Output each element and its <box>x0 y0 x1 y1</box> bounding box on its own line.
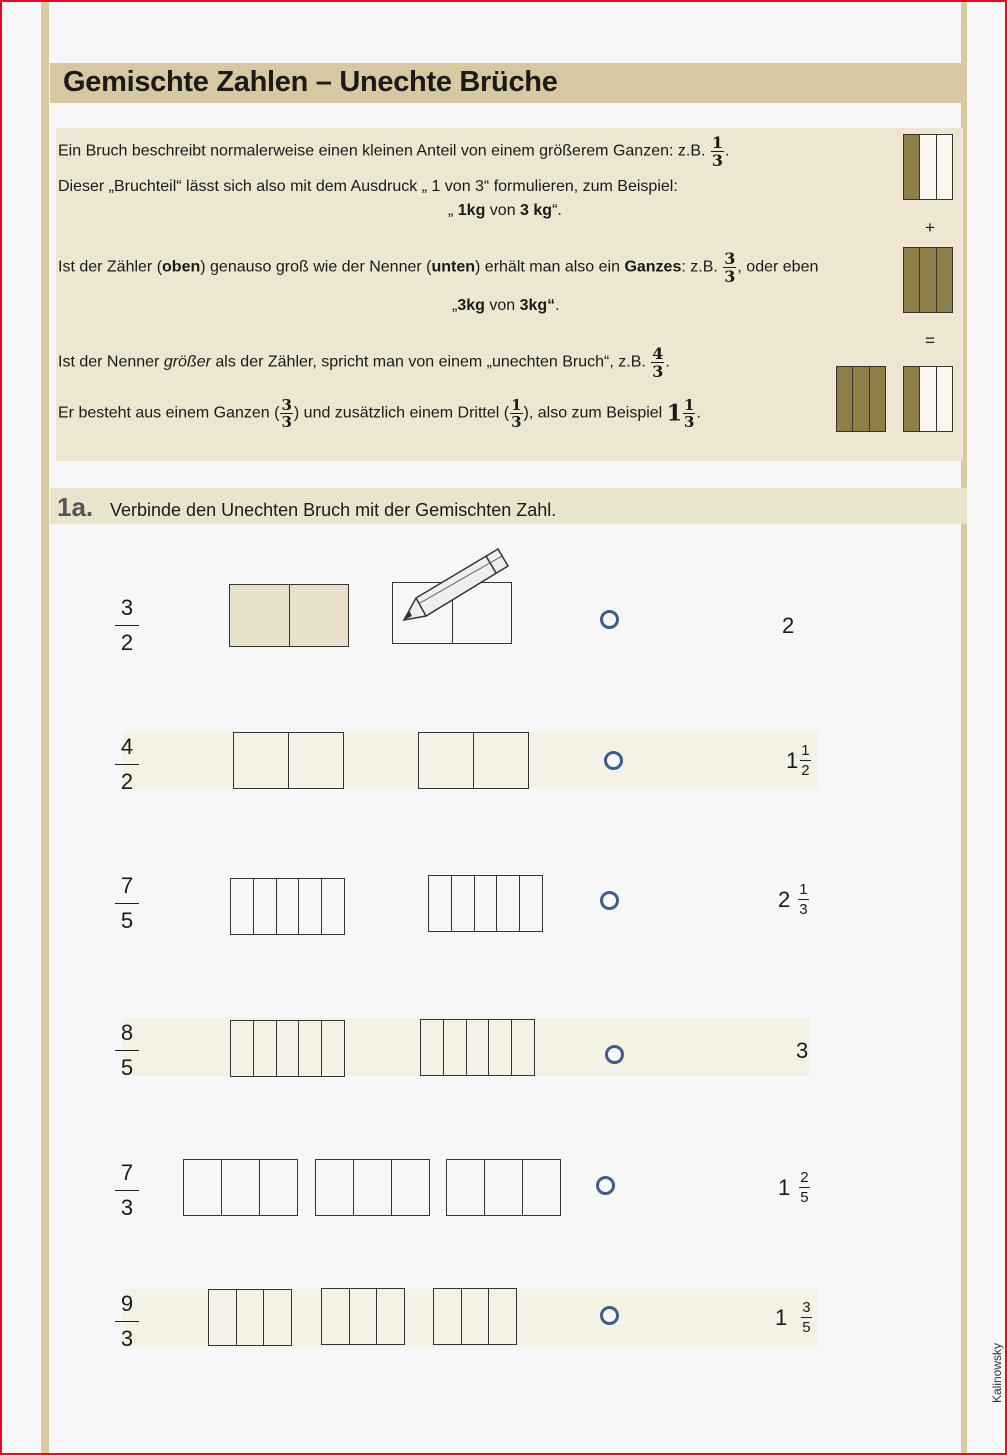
fraction-shape[interactable] <box>229 584 349 647</box>
mixed-number: 1 1 2 <box>786 742 810 779</box>
intro-line-6: Ist der Nenner größer als der Zähler, spricht man von einem „unechten Bruch“, z.B. $\frac{4}{3}$ . <box>58 344 670 381</box>
intro-line-3: „ 1kg von 3 kg“. <box>448 202 562 219</box>
mixed-number: 2 <box>782 613 795 638</box>
fraction-left: 4 2 <box>115 734 139 795</box>
thirds-bar-one-third <box>903 134 953 200</box>
fraction-shape[interactable] <box>420 1019 535 1076</box>
fraction-shape[interactable] <box>230 1020 345 1077</box>
page-title: Gemischte Zahlen – Unechte Brüche <box>63 66 558 98</box>
intro-line-4: Ist der Zähler (oben) genauso groß wie der Nenner (unten) erhält man also ein Ganzes: z.B. $\frac{3}{3}$ , oder eben <box>58 249 819 286</box>
thirds-bar-whole <box>903 247 953 313</box>
task-instruction: Verbinde den Unechten Bruch mit der Gemischten Zahl. <box>110 500 557 520</box>
mixed-number: 2 1 3 <box>778 881 808 918</box>
fraction-shape[interactable] <box>183 1159 298 1216</box>
fraction-shape[interactable] <box>418 732 529 789</box>
fraction-1-3: $\frac{1}{3}$ <box>711 133 724 170</box>
connect-dot[interactable] <box>605 1045 624 1064</box>
fraction-shape[interactable] <box>233 732 344 789</box>
left-border-bar <box>41 0 49 1455</box>
connect-dot[interactable] <box>600 1306 619 1325</box>
pencil-icon <box>398 546 512 626</box>
mixed-number: 1 3 5 <box>775 1299 811 1336</box>
plus-sign: + <box>925 218 935 237</box>
fraction-shape[interactable] <box>428 875 543 932</box>
fraction-shape[interactable] <box>208 1289 292 1346</box>
mixed-number: 3 <box>796 1038 809 1063</box>
fraction-shape[interactable] <box>446 1159 561 1216</box>
connect-dot[interactable] <box>604 751 623 770</box>
connect-dot[interactable] <box>596 1176 615 1195</box>
intro-line-2: Dieser „Bruchteil“ lässt sich also mit dem Ausdruck „ 1 von 3“ formulieren, zum Beispiel: <box>58 178 678 195</box>
connect-dot[interactable] <box>600 891 619 910</box>
fraction-left: 9 3 <box>115 1291 139 1352</box>
task-number: 1a. <box>57 492 94 522</box>
fraction-shape[interactable] <box>315 1159 430 1216</box>
intro-line-5: „3kg von 3kg“. <box>452 297 560 314</box>
author-credit: Kalinowsky <box>990 1342 1004 1403</box>
fraction-left: 3 2 <box>115 595 139 656</box>
fraction-left: 7 3 <box>115 1160 139 1221</box>
thirds-bar-result-whole <box>836 366 886 432</box>
intro-line-1: Ein Bruch beschreibt normalerweise einen kleinen Anteil von einem größerem Ganzen: z.B. $\frac{1}{3}$ . <box>58 133 730 170</box>
mixed-number: 1 2 5 <box>778 1169 809 1206</box>
fraction-left: 7 5 <box>115 873 139 934</box>
connect-dot[interactable] <box>600 610 619 629</box>
equals-sign: = <box>925 331 935 350</box>
thirds-bar-result-third <box>903 366 953 432</box>
intro-line-7: Er besteht aus einem Ganzen ( $\frac{3}{3}$ ) und zusätzlich einem Drittel ( $\frac{1}{3}$ ), also zum Beispiel 1 $\frac{1}{3}$ . <box>58 396 701 431</box>
fraction-left: 8 5 <box>115 1020 139 1081</box>
fraction-shape[interactable] <box>433 1288 517 1345</box>
fraction-shape[interactable] <box>321 1288 405 1345</box>
fraction-4-3: $\frac{4}{3}$ <box>652 344 664 381</box>
fraction-3-3: $\frac{3}{3}$ <box>724 249 736 286</box>
fraction-shape[interactable] <box>230 878 345 935</box>
